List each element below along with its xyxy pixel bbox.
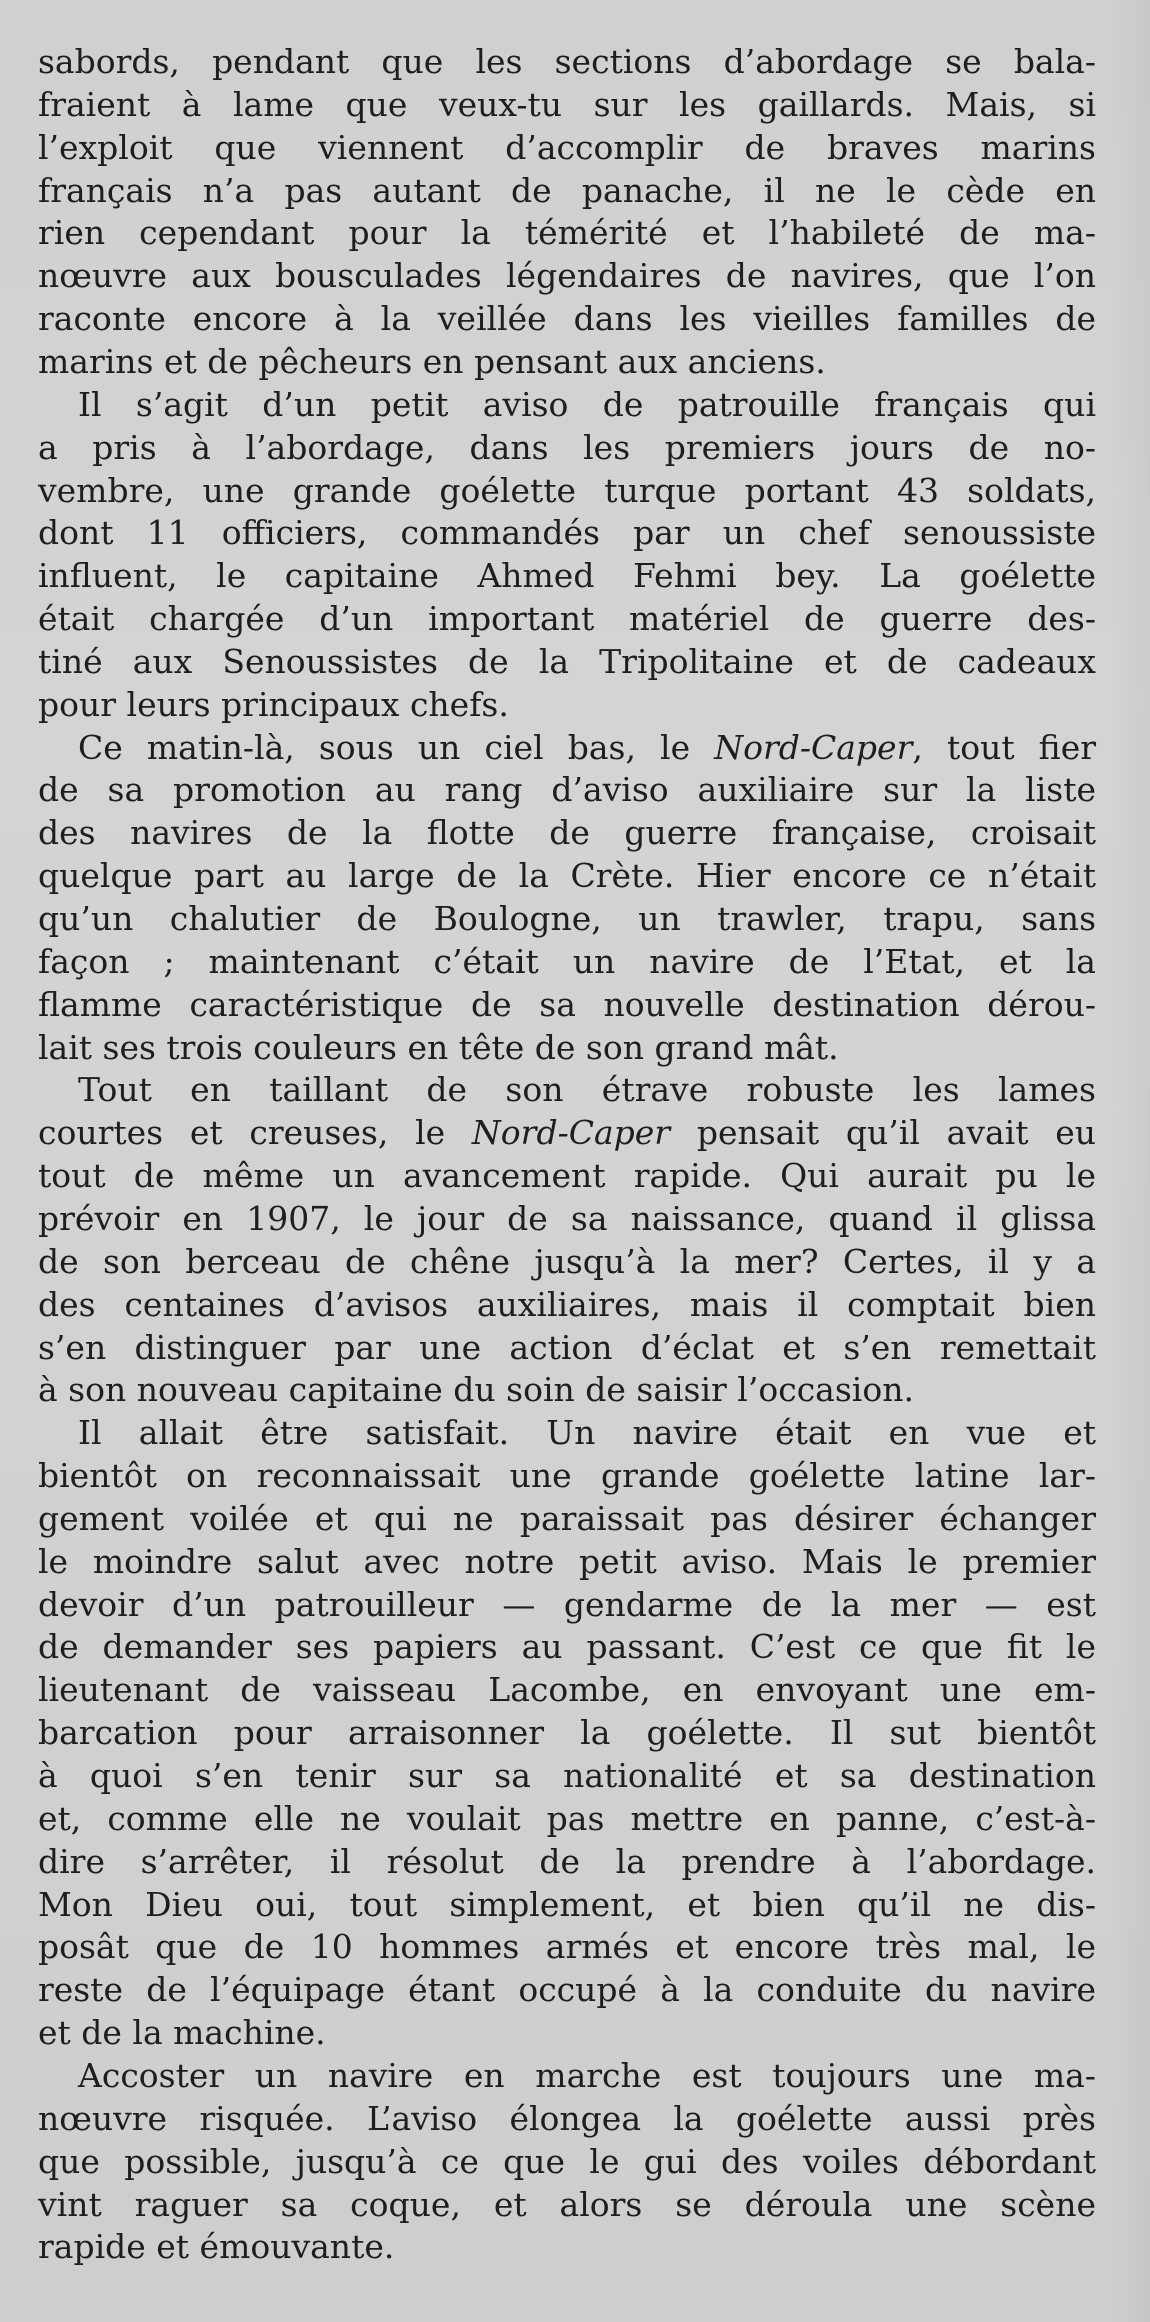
- text-line: qu’un chalutier de Boulogne, un trawler, trapu, sans: [38, 899, 1096, 938]
- text-line: que possible, jusqu’à ce que le gui des voiles débordant: [38, 2141, 1096, 2181]
- text-line: dont 11 officiers, commandés par un chef senoussiste: [38, 513, 1096, 553]
- ship-name: Nord-Caper: [471, 1113, 671, 1153]
- text-line: nœuvre risquée. L’aviso élongea la goélette aussi près: [38, 2098, 1096, 2138]
- scan-shadow: [1110, 0, 1150, 2322]
- text-line: tiné aux Senoussistes de la Tripolitaine et de cadeaux: [38, 641, 1096, 681]
- text-line: sabords, pendant que les sections d’abordage se bala-: [38, 42, 1096, 81]
- paragraph-first-line: Il s’agit d’un petit aviso de patrouille français qui: [78, 384, 1096, 424]
- text-line: français n’a pas autant de panache, il ne le cède en: [38, 170, 1096, 210]
- text-line: a pris à l’abordage, dans les premiers jours de no-: [38, 427, 1096, 467]
- text-line: des navires de la flotte de guerre française, croisait: [38, 813, 1096, 853]
- text-line: dire s’arrêter, il résolut de la prendre à l’abordage.: [38, 1841, 1096, 1881]
- text-line: à quoi s’en tenir sur sa nationalité et sa destination: [38, 1756, 1096, 1795]
- paragraph-first-line: Il allait être satisfait. Un navire était en vue et: [78, 1413, 1096, 1453]
- text-line: quelque part au large de la Crète. Hier encore ce n’était: [38, 856, 1096, 896]
- text-line: Mon Dieu oui, tout simplement, et bien qu’il ne dis-: [38, 1884, 1096, 1924]
- text-line: rien cependant pour la témérité et l’habileté de ma-: [38, 213, 1096, 253]
- paragraph-first-line: Accoster un navire en marche est toujours une ma-: [78, 2055, 1096, 2095]
- text-line: courtes et creuses, le Nord-Caper pensait qu’il avait eu: [38, 1113, 1096, 1153]
- text-line: à son nouveau capitaine du soin de saisir l’occasion.: [38, 1370, 914, 1410]
- text-line: prévoir en 1907, le jour de sa naissance, quand il glissa: [38, 1198, 1096, 1238]
- ship-name: Nord-Caper: [714, 727, 913, 767]
- text-line: devoir d’un patrouilleur — gendarme de la mer — est: [38, 1584, 1096, 1624]
- text-line: flamme caractéristique de sa nouvelle destination dérou-: [38, 984, 1096, 1024]
- text-line: de demander ses papiers au passant. C’est ce que fit le: [38, 1627, 1096, 1667]
- text-line: bientôt on reconnaissait une grande goélette latine lar-: [38, 1456, 1096, 1496]
- text-line: de sa promotion au rang d’aviso auxiliaire sur la liste: [38, 770, 1096, 810]
- text-line: pour leurs principaux chefs.: [38, 684, 509, 724]
- text-line: façon ; maintenant c’était un navire de l’Etat, et la: [38, 941, 1096, 981]
- text-line: vembre, une grande goélette turque portant 43 soldats,: [38, 470, 1096, 510]
- text-line: le moindre salut avec notre petit aviso. Mais le premier: [38, 1541, 1096, 1581]
- text-line: et, comme elle ne voulait pas mettre en panne, c’est-à-: [38, 1798, 1096, 1838]
- text-line: et de la machine.: [38, 2013, 326, 2053]
- text-line: reste de l’équipage étant occupé à la conduite du navire: [38, 1970, 1096, 2010]
- text-line: de son berceau de chêne jusqu’à la mer? Certes, il y a: [38, 1241, 1096, 1281]
- text-line: était chargée d’un important matériel de guerre des-: [38, 599, 1096, 639]
- text-line: raconte encore à la veillée dans les vieilles familles de: [38, 299, 1096, 339]
- text-line: nœuvre aux bousculades légendaires de navires, que l’on: [38, 256, 1096, 296]
- text-line: posât que de 10 hommes armés et encore très mal, le: [38, 1927, 1096, 1967]
- text-line: influent, le capitaine Ahmed Fehmi bey. La goélette: [38, 556, 1096, 596]
- text-line: des centaines d’avisos auxiliaires, mais il comptait bien: [38, 1284, 1096, 1324]
- paragraph-first-line: Tout en taillant de son étrave robuste les lames: [78, 1070, 1096, 1110]
- text-line: rapide et émouvante.: [38, 2227, 395, 2267]
- text-line: fraient à lame que veux-tu sur les gaillards. Mais, si: [38, 84, 1096, 124]
- paragraph-first-line: Ce matin-là, sous un ciel bas, le Nord-Caper, tout fier: [78, 727, 1096, 767]
- text-line: marins et de pêcheurs en pensant aux anciens.: [38, 341, 826, 381]
- text-line: lait ses trois couleurs en tête de son grand mât.: [38, 1027, 839, 1067]
- text-line: l’exploit que viennent d’accomplir de braves marins: [38, 127, 1096, 167]
- text-line: gement voilée et qui ne paraissait pas désirer échanger: [38, 1498, 1096, 1538]
- text-line: vint raguer sa coque, et alors se déroula une scène: [38, 2184, 1096, 2224]
- text-line: s’en distinguer par une action d’éclat et s’en remettait: [38, 1327, 1096, 1367]
- text-line: tout de même un avancement rapide. Qui aurait pu le: [38, 1156, 1096, 1196]
- text-line: lieutenant de vaisseau Lacombe, en envoyant une em-: [38, 1670, 1096, 1710]
- text-line: barcation pour arraisonner la goélette. Il sut bientôt: [38, 1713, 1096, 1753]
